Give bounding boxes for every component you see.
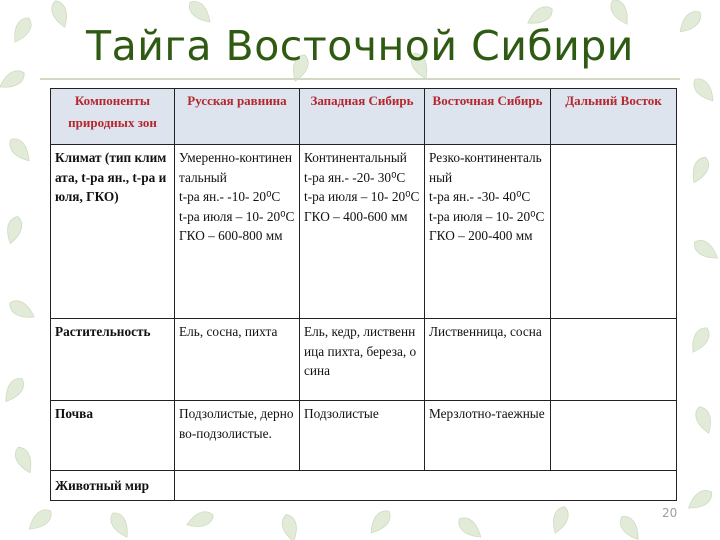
row-label-soil: Почва bbox=[51, 401, 175, 471]
header-cell-far-east: Дальний Восток bbox=[551, 89, 677, 145]
table-cell-merged bbox=[175, 471, 677, 501]
table-row-vegetation bbox=[51, 319, 677, 401]
row-label-vegetation: Растительность bbox=[51, 319, 175, 401]
header-cell-east-siberia: Восточная Сибирь bbox=[425, 89, 551, 145]
header-cell-components: Компоненты природных зон bbox=[51, 89, 175, 145]
row-label-climate: Климат (тип климата, t-ра ян., t-ра июля, ГКО) bbox=[51, 145, 175, 319]
table-cell bbox=[551, 145, 677, 319]
table-cell: Мерзлотно-таежные bbox=[425, 401, 551, 471]
table-cell: Лиственница, сосна bbox=[425, 319, 551, 401]
table-cell: Ель, кедр, лиственница пихта, береза, осина bbox=[300, 319, 425, 401]
table-cell: Континентальный t-ра ян.- -20- 30⁰С t-ра июля – 10- 20⁰С ГКО – 400-600 мм bbox=[300, 145, 425, 319]
table-row-fauna bbox=[51, 471, 677, 501]
table-cell: Резко-континентальный t-ра ян.- -30- 40⁰С t-ра июля – 10- 20⁰С ГКО – 200-400 мм bbox=[425, 145, 551, 319]
slide-number: 20 bbox=[662, 506, 678, 520]
table-cell: Ель, сосна, пихта bbox=[175, 319, 300, 401]
table-cell bbox=[551, 319, 677, 401]
table-row-soil bbox=[51, 401, 677, 471]
header-cell-russian-plain: Русская равнина bbox=[175, 89, 300, 145]
title-divider bbox=[40, 78, 680, 80]
table-cell: Подзолистые bbox=[300, 401, 425, 471]
table-cell: Умеренно-континентальный t-ра ян.- -10- 20⁰С t-ра июля – 10- 20⁰С ГКО – 600-800 мм bbox=[175, 145, 300, 319]
table-row-climate bbox=[51, 145, 677, 319]
header-cell-west-siberia: Западная Сибирь bbox=[300, 89, 425, 145]
slide-title: Тайга Восточной Сибири bbox=[86, 22, 634, 70]
table-cell: Подзолистые, дерново-подзолистые. bbox=[175, 401, 300, 471]
table-cell bbox=[551, 401, 677, 471]
comparison-table bbox=[50, 88, 677, 501]
row-label-fauna: Животный мир bbox=[51, 471, 175, 501]
table-header-row bbox=[51, 89, 677, 145]
